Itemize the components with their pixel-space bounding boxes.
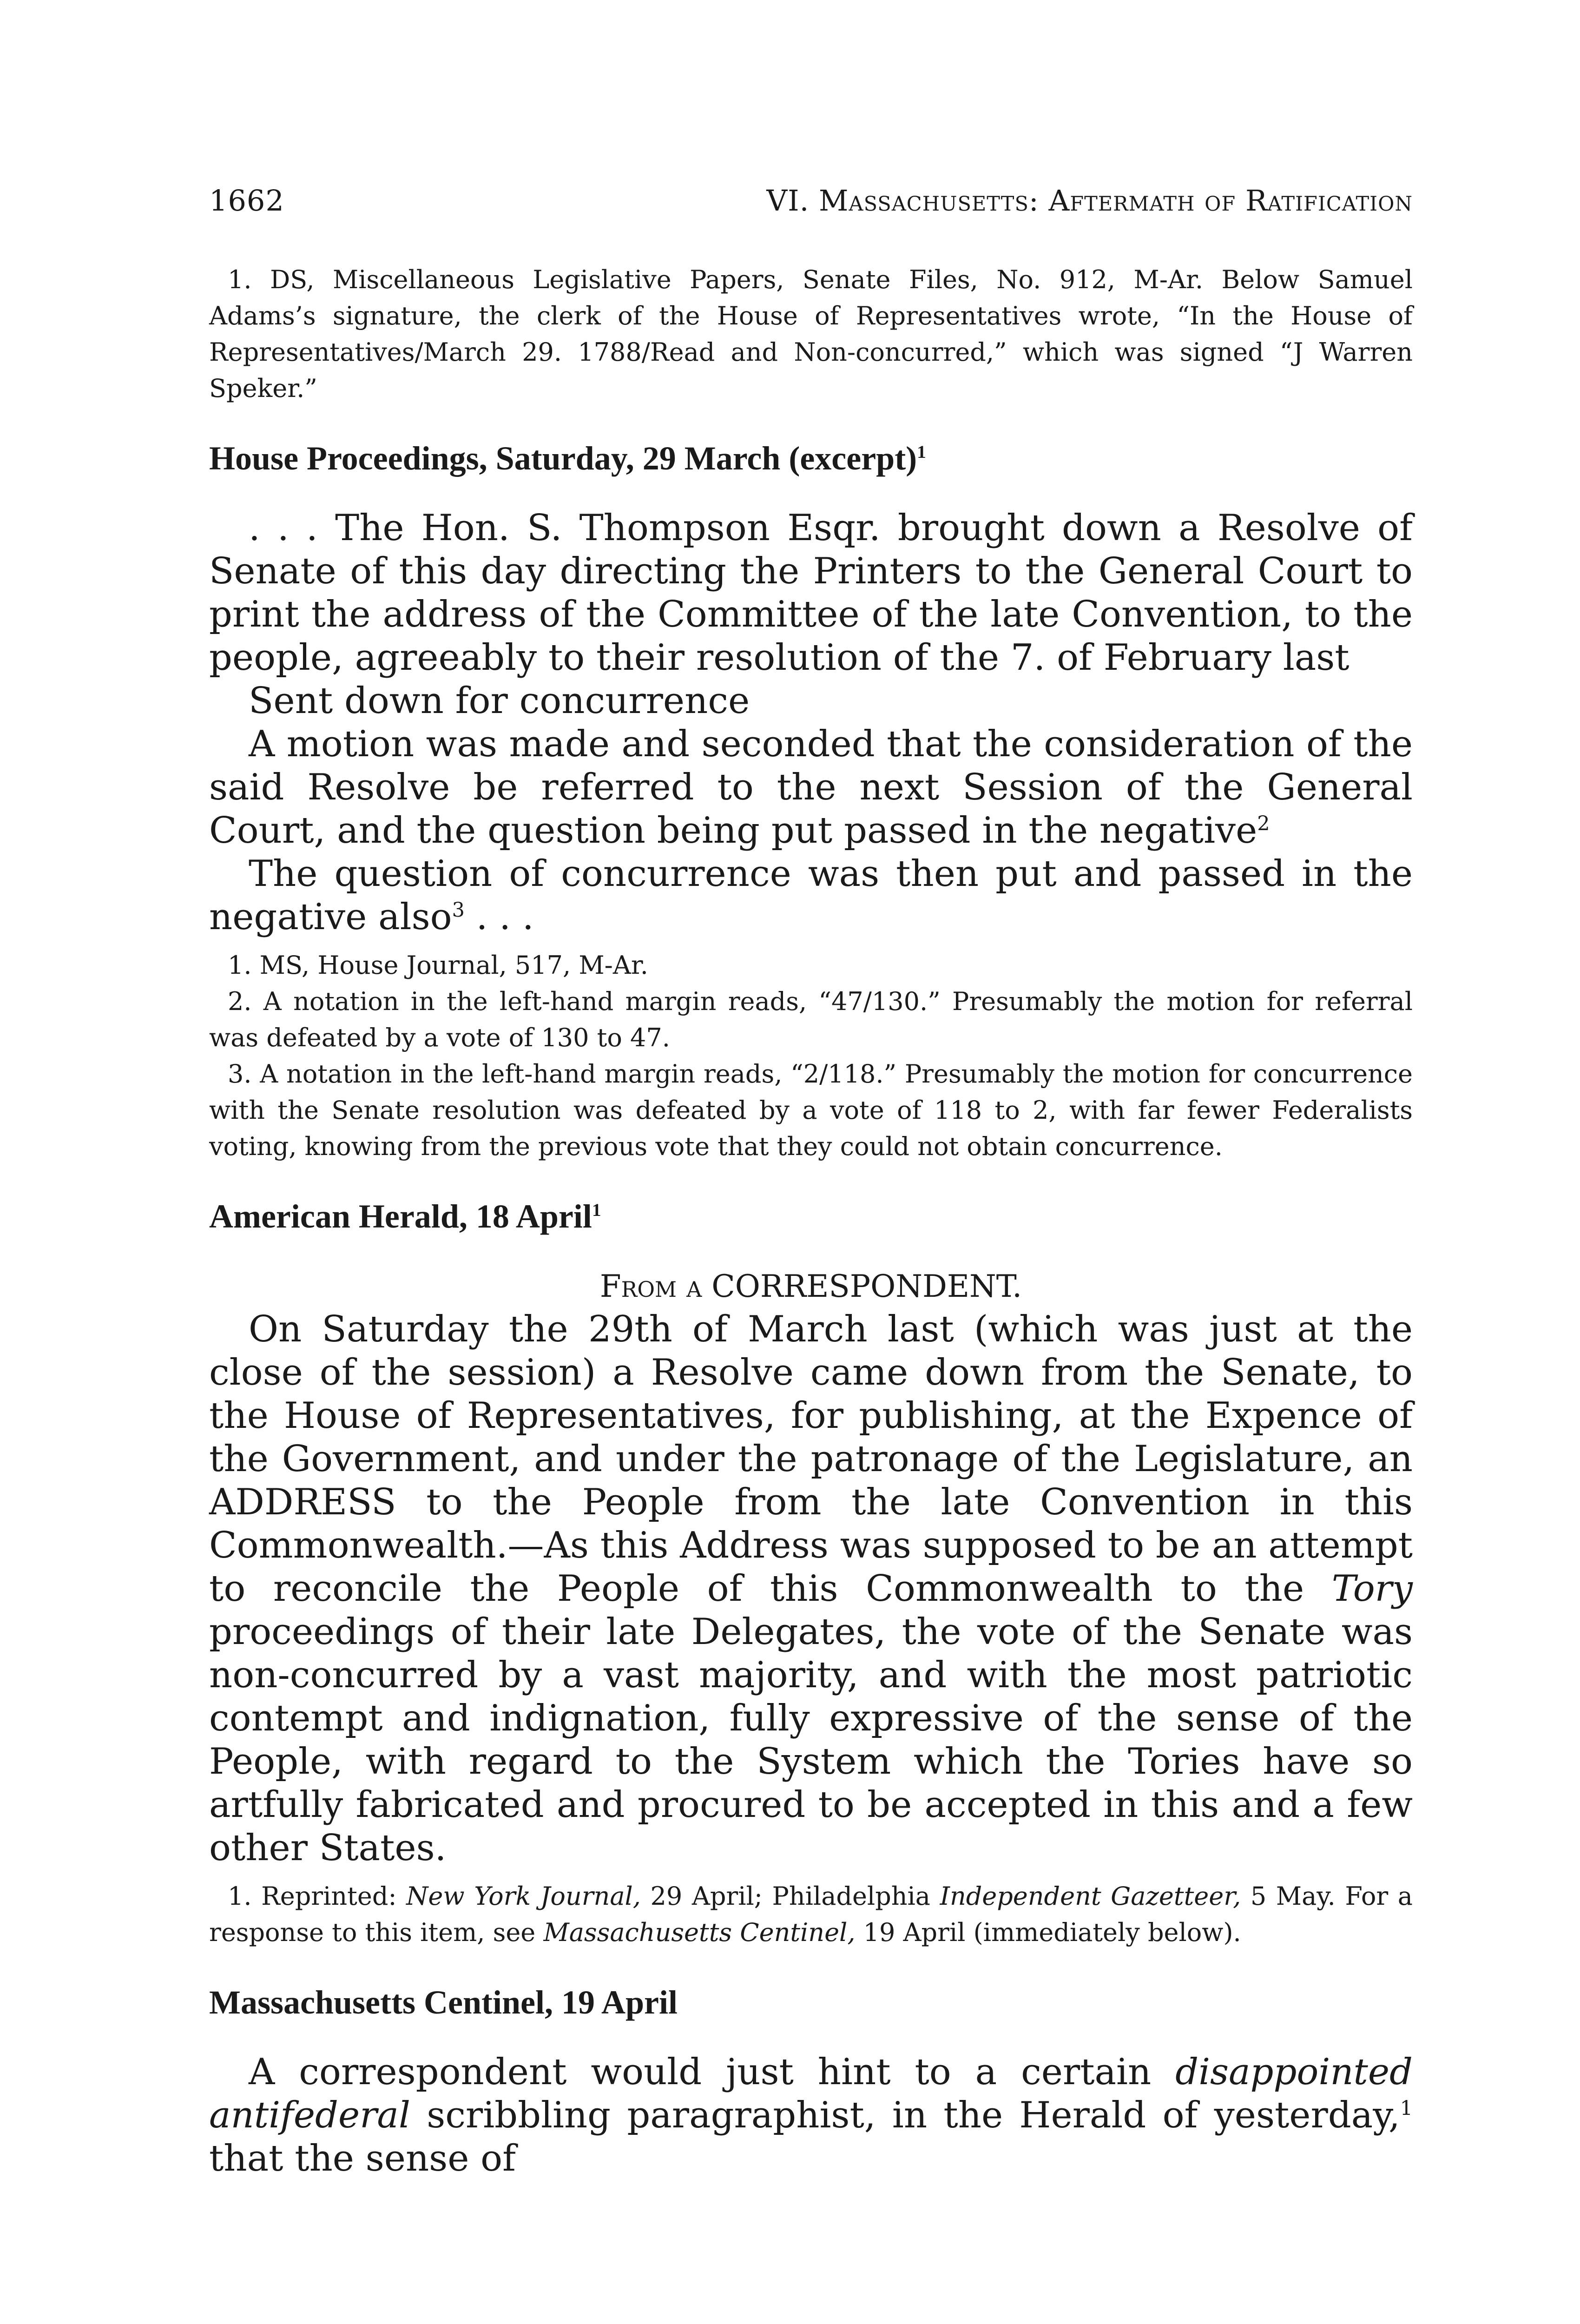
section-heading-massachusetts-centinel — [209, 1983, 1413, 2022]
footnote: 1. MS, House Journal, 517, M-Ar. — [228, 951, 648, 980]
note-ref: 1 — [1400, 2097, 1413, 2120]
document-page — [209, 184, 1413, 2180]
ellipsis: . . . — [464, 896, 534, 938]
note-ref: 2 — [1257, 812, 1270, 835]
correspondent-subhead: From a CORRESPONDENT. — [599, 1268, 1022, 1304]
note-ref: 1 — [917, 442, 926, 462]
section-heading-american-herald — [209, 1197, 1413, 1236]
note-ref: 1 — [592, 1200, 601, 1220]
paragraph — [209, 1308, 1413, 1870]
american-herald-footnotes — [209, 1878, 1413, 1951]
footnote-text: 1. Reprinted: — [228, 1882, 407, 1911]
paragraph-text: On Saturday the 29th of March last (which was just at the close of the session) a Resolve came down from the Senate, to the House of Representatives, for publishing, at the Expence of the Government, and under the patronage of the Legislature, an ADDRESS to the People from the late Convention in this Commonwealth.—As this Address was supposed to be an attempt to reconcile the People of this Commonwealth to the — [209, 1308, 1413, 1610]
footnote — [209, 1878, 1413, 1951]
paragraph — [209, 852, 1413, 939]
american-herald-text — [209, 1265, 1413, 1870]
heading-text: Massachusetts Centinel, 19 April — [209, 1984, 678, 2021]
massachusetts-centinel-text — [209, 2051, 1413, 2180]
paragraph: Sent down for concurrence — [249, 680, 750, 722]
footnote: 2. A notation in the left-hand margin reads, “47/130.” Presumably the motion for referral was defeated by a vote of 130 to 47. — [209, 987, 1413, 1052]
paragraph — [209, 723, 1413, 852]
paragraph-text: proceedings of their late Delegates, the vote of the Senate was non-concurred by a vast majority, and with the most patriotic contempt and indignation, fully expressive of the sense of the People, with regard to the System which the Tories have so artfully fabricated and procured to be accepted in this and a few other States. — [209, 1611, 1413, 1869]
page-number: 1662 — [209, 184, 284, 218]
paragraph-text: The question of concurrence was then put and passed in the negative also — [209, 853, 1413, 938]
italic-text: New York Journal, — [406, 1882, 641, 1911]
footnote-text: 5 May. For a response to this item, see — [209, 1882, 1413, 1947]
top-footnote — [209, 262, 1413, 407]
italic-text: Independent Gazetteer, — [940, 1882, 1241, 1911]
footnote-text: 19 April (immediately below). — [855, 1918, 1241, 1947]
paragraph-text: A motion was made and seconded that the consideration of the said Resolve be referred to the next Session of the General Court, and the question being put passed in the negative — [209, 723, 1413, 852]
top-footnote-text: 1. DS, Miscellaneous Legislative Papers, Senate Files, No. 912, M-Ar. Below Samuel Adams’s signature, the clerk of the House of Representatives wrote, “In the House of Representatives/March 29. 1788/Read and Non-concurred,” which was signed “J Warren Speker.” — [209, 265, 1413, 403]
section-heading-house-proceedings — [209, 439, 1413, 478]
paragraph-text: A correspondent would just hint to a certain — [249, 2051, 1176, 2093]
house-proceedings-text — [209, 507, 1413, 939]
running-head — [209, 184, 1413, 218]
footnote-text: 29 April; Philadelphia — [640, 1882, 940, 1911]
footnote: 3. A notation in the left-hand margin reads, “2/118.” Presumably the motion for concurrence with the Senate resolution was defeated by a vote of 118 to 2, with far fewer Federalists voting, knowing from the previous vote that they could not obtain concurrence. — [209, 1059, 1413, 1161]
italic-text: Massachusetts Centinel, — [543, 1918, 856, 1947]
paragraph: . . . The Hon. S. Thompson Esqr. brought down a Resolve of Senate of this day directing the Printers to the General Court to print the address of the Committee of the late Convention, to the people, agreeably to their resolution of the 7. of February last — [209, 507, 1413, 679]
italic-text: disappointed antifederal — [209, 2051, 1413, 2136]
heading-text: American Herald, 18 April — [209, 1198, 592, 1235]
heading-text: House Proceedings, Saturday, 29 March (excerpt) — [209, 440, 917, 477]
paragraph-text: that the sense of — [209, 2138, 516, 2179]
paragraph-text: scribbling paragraphist, in the Herald of yesterday, — [410, 2094, 1400, 2136]
paragraph — [209, 2051, 1413, 2180]
house-proceedings-footnotes — [209, 947, 1413, 1165]
chapter-title: VI. Massachusetts: Aftermath of Ratification — [766, 184, 1413, 218]
italic-text: Tory — [1331, 1568, 1413, 1610]
note-ref: 3 — [452, 898, 465, 922]
